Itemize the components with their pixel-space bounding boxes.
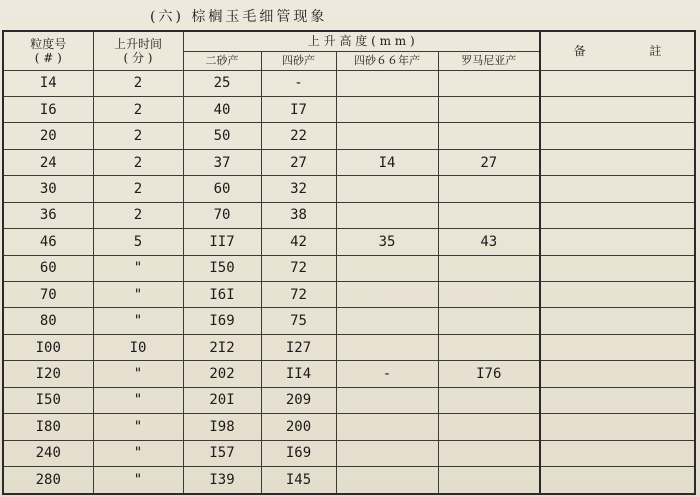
cell-remarks — [540, 387, 695, 413]
table-row — [3, 149, 695, 175]
capillary-table — [2, 30, 696, 495]
cell-remarks — [540, 202, 695, 228]
cell-sisha: I27 — [261, 334, 336, 360]
table-row — [3, 414, 695, 440]
cell-sisha: II4 — [261, 361, 336, 387]
cell-sisha: 32 — [261, 176, 336, 202]
cell-particle-size: 80 — [3, 308, 93, 334]
table-row — [3, 96, 695, 122]
table-body — [3, 70, 695, 494]
cell-particle-size: 36 — [3, 202, 93, 228]
table-row — [3, 361, 695, 387]
header-row-1 — [3, 31, 695, 51]
cell-remarks — [540, 414, 695, 440]
header-rise-time-unit: ( 分 ) — [123, 50, 153, 65]
subheader-col-2: 四砂产 — [261, 51, 336, 70]
cell-remarks — [540, 440, 695, 466]
cell-sisha-66 — [336, 202, 438, 228]
cell-sisha-66 — [336, 282, 438, 308]
cell-ersha: 40 — [183, 96, 261, 122]
cell-rise-time: 2 — [93, 202, 183, 228]
cell-sisha: I45 — [261, 467, 336, 494]
cell-particle-size: I80 — [3, 414, 93, 440]
table-row — [3, 334, 695, 360]
cell-particle-size: 46 — [3, 229, 93, 255]
cell-sisha-66 — [336, 176, 438, 202]
cell-sisha: 72 — [261, 282, 336, 308]
header-rise-time-label: 上升时间 — [113, 36, 162, 51]
cell-particle-size: 280 — [3, 467, 93, 494]
cell-rise-time: " — [93, 387, 183, 413]
cell-sisha-66 — [336, 334, 438, 360]
cell-rise-time: " — [93, 255, 183, 281]
cell-rise-time: " — [93, 361, 183, 387]
cell-ersha: 2I2 — [183, 334, 261, 360]
header-particle-size-unit: ( # ) — [34, 50, 62, 65]
cell-remarks — [540, 123, 695, 149]
header-remarks-label: 备 註 — [573, 43, 692, 58]
table-row — [3, 202, 695, 228]
table-row — [3, 440, 695, 466]
cell-sisha-66 — [336, 123, 438, 149]
cell-ersha: I50 — [183, 255, 261, 281]
cell-particle-size: I4 — [3, 70, 93, 96]
cell-particle-size: 70 — [3, 282, 93, 308]
cell-rise-time: " — [93, 414, 183, 440]
cell-sisha-66 — [336, 255, 438, 281]
cell-romania — [438, 334, 540, 360]
cell-romania — [438, 255, 540, 281]
cell-sisha-66 — [336, 96, 438, 122]
subheader-col-4: 罗马尼亚产 — [438, 51, 540, 70]
cell-remarks — [540, 282, 695, 308]
cell-sisha: 27 — [261, 149, 336, 175]
cell-particle-size: I50 — [3, 387, 93, 413]
header-particle-size-label: 粒度号 — [30, 36, 67, 51]
cell-sisha-66 — [336, 70, 438, 96]
cell-rise-time: 2 — [93, 176, 183, 202]
cell-romania — [438, 176, 540, 202]
cell-ersha: 20I — [183, 387, 261, 413]
table-row — [3, 308, 695, 334]
cell-ersha: 25 — [183, 70, 261, 96]
cell-ersha: 60 — [183, 176, 261, 202]
cell-remarks — [540, 255, 695, 281]
cell-sisha-66 — [336, 440, 438, 466]
cell-sisha: 75 — [261, 308, 336, 334]
cell-remarks — [540, 467, 695, 494]
cell-rise-time: " — [93, 308, 183, 334]
cell-ersha: 70 — [183, 202, 261, 228]
header-particle-size — [3, 31, 93, 70]
table-container — [2, 30, 694, 495]
cell-remarks — [540, 96, 695, 122]
cell-sisha: 38 — [261, 202, 336, 228]
cell-sisha: 42 — [261, 229, 336, 255]
cell-rise-time: I0 — [93, 334, 183, 360]
table-row — [3, 282, 695, 308]
cell-sisha-66 — [336, 467, 438, 494]
cell-romania — [438, 282, 540, 308]
cell-sisha-66 — [336, 414, 438, 440]
cell-sisha-66 — [336, 387, 438, 413]
cell-remarks — [540, 229, 695, 255]
cell-remarks — [540, 70, 695, 96]
cell-romania — [438, 202, 540, 228]
cell-remarks — [540, 308, 695, 334]
cell-rise-time: " — [93, 467, 183, 494]
table-row — [3, 229, 695, 255]
cell-romania — [438, 387, 540, 413]
cell-particle-size: 60 — [3, 255, 93, 281]
cell-romania — [438, 440, 540, 466]
table-row — [3, 176, 695, 202]
header-remarks — [540, 31, 695, 70]
header-rise-height: 上 升 高 度 ( m m ) — [183, 31, 540, 51]
cell-romania — [438, 70, 540, 96]
cell-particle-size: 30 — [3, 176, 93, 202]
subheader-col-1: 二砂产 — [183, 51, 261, 70]
cell-ersha: 50 — [183, 123, 261, 149]
cell-romania — [438, 414, 540, 440]
header-rise-time — [93, 31, 183, 70]
cell-ersha: I39 — [183, 467, 261, 494]
table-row — [3, 467, 695, 494]
cell-ersha: I98 — [183, 414, 261, 440]
cell-sisha: 72 — [261, 255, 336, 281]
cell-rise-time: " — [93, 282, 183, 308]
cell-sisha: 22 — [261, 123, 336, 149]
cell-romania — [438, 308, 540, 334]
cell-remarks — [540, 334, 695, 360]
cell-particle-size: I00 — [3, 334, 93, 360]
cell-particle-size: 20 — [3, 123, 93, 149]
cell-ersha: I57 — [183, 440, 261, 466]
cell-sisha-66: I4 — [336, 149, 438, 175]
table-row — [3, 255, 695, 281]
cell-sisha: I69 — [261, 440, 336, 466]
cell-rise-time: 5 — [93, 229, 183, 255]
table-row — [3, 387, 695, 413]
subheader-col-3: 四砂６６年产 — [336, 51, 438, 70]
cell-romania: 27 — [438, 149, 540, 175]
cell-ersha: 37 — [183, 149, 261, 175]
cell-ersha: 202 — [183, 361, 261, 387]
cell-romania — [438, 96, 540, 122]
cell-romania — [438, 123, 540, 149]
cell-remarks — [540, 361, 695, 387]
cell-particle-size: I20 — [3, 361, 93, 387]
table-row — [3, 70, 695, 96]
cell-rise-time: 2 — [93, 123, 183, 149]
cell-particle-size: 240 — [3, 440, 93, 466]
table-row — [3, 123, 695, 149]
cell-rise-time: 2 — [93, 149, 183, 175]
cell-rise-time: 2 — [93, 70, 183, 96]
cell-rise-time: " — [93, 440, 183, 466]
cell-romania: I76 — [438, 361, 540, 387]
cell-remarks — [540, 149, 695, 175]
cell-rise-time: 2 — [93, 96, 183, 122]
cell-sisha-66: 35 — [336, 229, 438, 255]
page-title: (六) 棕榈玉毛细管现象 — [150, 9, 328, 25]
cell-remarks — [540, 176, 695, 202]
cell-sisha: - — [261, 70, 336, 96]
cell-particle-size: I6 — [3, 96, 93, 122]
cell-romania: 43 — [438, 229, 540, 255]
cell-sisha-66: - — [336, 361, 438, 387]
cell-ersha: II7 — [183, 229, 261, 255]
cell-romania — [438, 467, 540, 494]
cell-sisha-66 — [336, 308, 438, 334]
cell-ersha: I6I — [183, 282, 261, 308]
cell-sisha: 209 — [261, 387, 336, 413]
cell-ersha: I69 — [183, 308, 261, 334]
cell-particle-size: 24 — [3, 149, 93, 175]
cell-sisha: I7 — [261, 96, 336, 122]
cell-sisha: 200 — [261, 414, 336, 440]
